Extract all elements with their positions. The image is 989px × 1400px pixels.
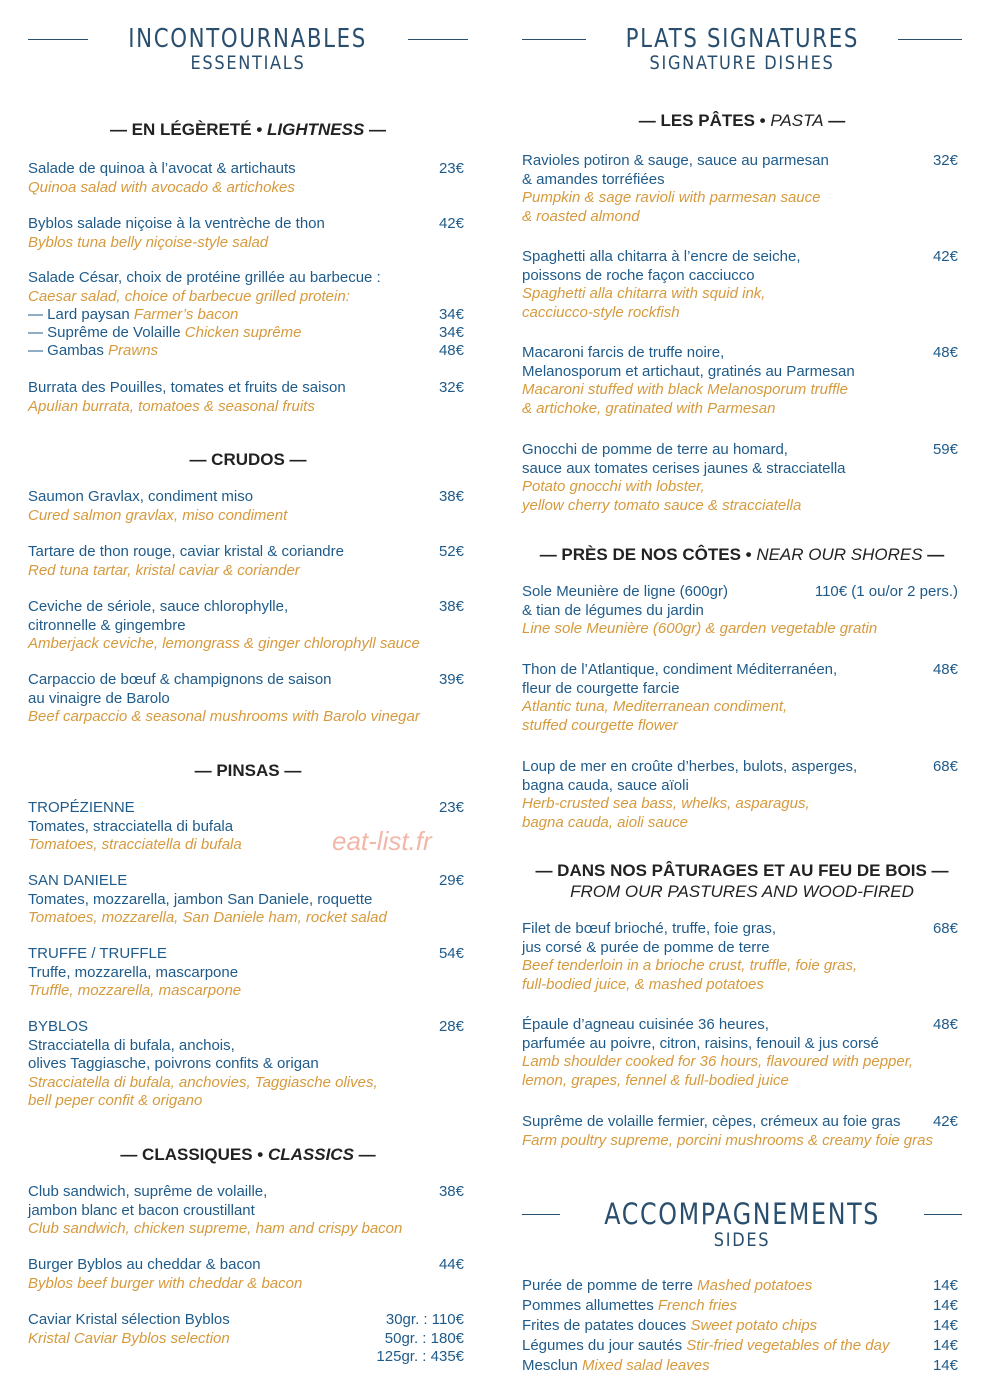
menu-item: Tartare de thon rouge, caviar kristal & coriandre Red tuna tartar, kristal caviar & coriander 52€ [28,543,464,579]
section-subtitle: SIDES [713,1229,771,1251]
price: 48€ [438,342,464,359]
price-list: 30gr. : 110€ 50gr. : 180€ 125gr. : 435€ [376,1311,464,1365]
menu-item: Thon de l’Atlantique, condiment Méditerranéen, fleur de courgette farcie Atlantic tuna, Mediterranean condiment, stuffed courgette flower 48€ [522,661,958,734]
section-subtitle: ESSENTIALS [190,52,306,74]
section-subtitle: SIGNATURE DISHES [649,52,835,74]
menu-item: Burrata des Pouilles, tomates et fruits de saison Apulian burrata, tomatoes & seasonal fruits 32€ [28,379,464,415]
menu-item: Loup de mer en croûte d’herbes, bulots, asperges, bagna cauda, sauce aïoli Herb-crusted sea bass, whelks, asparagus, bagna cauda, aioli sauce 68€ [522,758,958,831]
watermark: eat-list.fr [332,826,432,856]
price: 34€ [438,306,464,323]
menu-subitem: — Lard paysan Farmer’s bacon 34€ [28,306,464,323]
price: 28€ [438,1018,464,1035]
menu-item: Club sandwich, suprême de volaille, jambon blanc et bacon croustillant Club sandwich, chicken supreme, ham and crispy bacon 38€ [28,1183,464,1237]
price: 110€ (1 ou/or 2 pers.) [814,583,958,600]
price: 48€ [932,1016,958,1033]
side-item: Purée de pomme de terre Mashed potatoes 14€ [522,1277,958,1294]
menu-item: Gnocchi de pomme de terre au homard, sauce aux tomates cerises jaunes & stracciatella Potato gnocchi with lobster, yellow cherry tomato sauce & stracciatella 59€ [522,441,958,514]
heading-pastures: — DANS NOS PÂTURAGES ET AU FEU DE BOIS — [535,861,949,880]
price: 44€ [438,1256,464,1273]
menu-item: TROPÉZIENNE Tomates, stracciatella di bufala Tomatoes, stracciatella di bufala 23€ [28,799,464,853]
divider [28,39,88,40]
price: 32€ [932,152,958,169]
price: 32€ [438,379,464,396]
section-title: PLATS SIGNATURES [625,24,859,54]
price: 52€ [438,543,464,560]
price: 23€ [438,799,464,816]
divider [522,1214,560,1215]
menu-item: Épaule d’agneau cuisinée 36 heures, parfumée au poivre, citron, raisins, fenouil & jus corsé Lamb shoulder cooked for 36 hours, flavoured with pepper, lemon, grapes, fennel & full-bodied juice 48€ [522,1016,958,1089]
menu-item: Byblos salade niçoise à la ventrèche de thon Byblos tuna belly niçoise-style salad 42€ [28,215,464,251]
price: 42€ [932,1113,958,1130]
price: 23€ [438,160,464,177]
price: 39€ [438,671,464,688]
price: 14€ [932,1317,958,1334]
menu-item: Carpaccio de bœuf & champignons de saison au vinaigre de Barolo Beef carpaccio & seasonal mushrooms with Barolo vinegar 39€ [28,671,464,725]
price: 42€ [932,248,958,265]
side-item: Frites de patates douces Sweet potato chips 14€ [522,1317,958,1334]
section-title: ACCOMPAGNEMENTS [604,1197,880,1231]
divider [924,1214,962,1215]
menu-item: Macaroni farcis de truffe noire, Melanosporum et artichaut, gratinés au Parmesan Macaroni stuffed with black Melanosporum truffle & artichoke, gratinated with Parmesan 48€ [522,344,958,417]
section-title: INCONTOURNABLES [128,24,368,54]
price: 14€ [932,1357,958,1374]
menu-item: Sole Meunière de ligne (600gr) & tian de légumes du jardin Line sole Meunière (600gr) & garden vegetable gratin 110€ (1 ou/or 2 pers.) [522,583,958,637]
price: 68€ [932,758,958,775]
price: 42€ [438,215,464,232]
side-item: Mesclun Mixed salad leaves 14€ [522,1357,958,1374]
essentials-title-block [28,24,468,74]
menu-item: Spaghetti alla chitarra à l’encre de seiche, poissons de roche façon cacciucco Spaghetti alla chitarra with squid ink, cacciucco-style rockfish 42€ [522,248,958,321]
price: 48€ [932,344,958,361]
menu-item: TRUFFE / TRUFFLE Truffe, mozzarella, mascarpone Truffle, mozzarella, mascarpone 54€ [28,945,464,999]
menu-item: Saumon Gravlax, condiment miso Cured salmon gravlax, miso condiment 38€ [28,488,464,524]
menu-item: Filet de bœuf brioché, truffe, foie gras, jus corsé & purée de pomme de terre Beef tenderloin in a brioche crust, truffle, foie gras, full-bodied juice, & mashed potatoes 68€ [522,920,958,993]
menu-subitem: — Gambas Prawns 48€ [28,342,464,359]
menu-item: Suprême de volaille fermier, cèpes, crémeux au foie gras Farm poultry supreme, porcini mushrooms & creamy foie gras 42€ [522,1113,958,1149]
heading-crudos: — CRUDOS — [189,450,307,469]
heading-pasta: — LES PÂTES • PASTA — [638,111,846,130]
divider [898,39,962,40]
menu-item: Salade de quinoa à l’avocat & artichauts Quinoa salad with avocado & artichokes 23€ [28,160,464,196]
heading-lightness: — EN LÉGÈRETÉ • LIGHTNESS — [109,120,387,139]
price: 34€ [438,324,464,341]
price: 54€ [438,945,464,962]
heading-shores: — PRÈS DE NOS CÔTES • NEAR OUR SHORES — [539,545,945,564]
menu-item: Salade César, choix de protéine grillée au barbecue : Caesar salad, choice of barbecue grilled protein: [28,269,381,305]
price: 14€ [932,1277,958,1294]
heading-classics: — CLASSIQUES • CLASSICS — [120,1145,376,1164]
heading-pinsas: — PINSAS — [194,761,302,780]
price: 29€ [438,872,464,889]
side-item: Légumes du jour sautés Stir-fried vegetables of the day 14€ [522,1337,958,1354]
menu-item: Burger Byblos au cheddar & bacon Byblos beef burger with cheddar & bacon 44€ [28,1256,464,1292]
side-item: Pommes allumettes French fries 14€ [522,1297,958,1314]
price: 14€ [932,1337,958,1354]
price: 14€ [932,1297,958,1314]
price: 38€ [438,488,464,505]
price: 68€ [932,920,958,937]
sides-title-block [522,1197,962,1251]
menu-item: Ravioles potiron & sauge, sauce au parmesan & amandes torréfiées Pumpkin & sage ravioli with parmesan sauce & roasted almond 32€ [522,152,958,225]
divider [408,39,468,40]
price: 38€ [438,598,464,615]
menu-item: BYBLOS Stracciatella di bufala, anchois, olives Taggiasche, poivrons confits & origan Stracciatella di bufala, anchovies, Taggiasche olives, bell peper confit & origano 28€ [28,1018,464,1109]
price: 38€ [438,1183,464,1200]
price: 48€ [932,661,958,678]
menu-item: SAN DANIELE Tomates, mozzarella, jambon San Daniele, roquette Tomatoes, mozzarella, San Daniele ham, rocket salad 29€ [28,872,464,926]
menu-item: Ceviche de sériole, sauce chlorophylle, citronnelle & gingembre Amberjack ceviche, lemongrass & ginger chlorophyll sauce 38€ [28,598,464,652]
heading-pastures-sub: FROM OUR PASTURES AND WOOD-FIRED [570,882,914,901]
divider [522,39,586,40]
signature-title-block [522,24,962,74]
price: 59€ [932,441,958,458]
menu-item: Caviar Kristal sélection Byblos Kristal Caviar Byblos selection 30gr. : 110€ 50gr. : 180€ 125gr. : 435€ [28,1311,464,1365]
menu-subitem: — Suprême de Volaille Chicken suprême 34€ [28,324,464,341]
